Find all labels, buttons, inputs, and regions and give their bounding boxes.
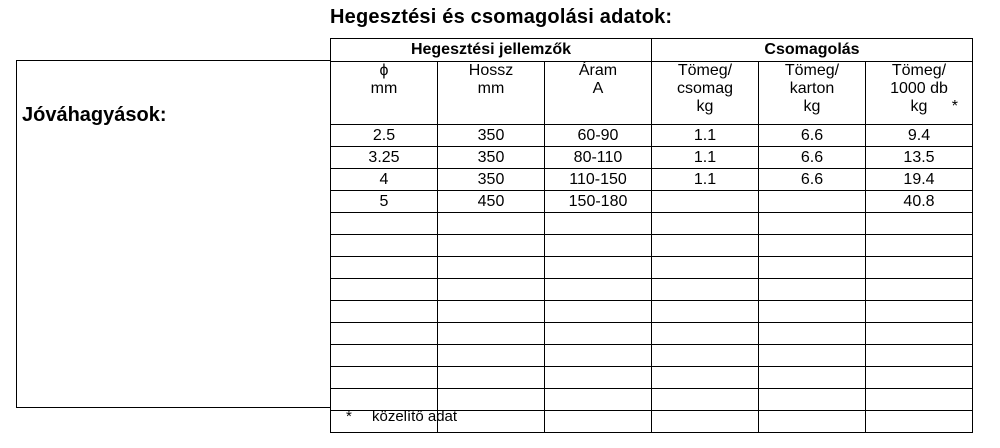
group-header-packaging: Csomagolás — [652, 39, 973, 62]
table-cell — [866, 213, 973, 235]
group-header-welding: Hegesztési jellemzők — [331, 39, 652, 62]
table-cell — [545, 345, 652, 367]
table-cell — [652, 235, 759, 257]
column-header — [545, 62, 652, 125]
table-cell — [438, 323, 545, 345]
table-cell — [545, 235, 652, 257]
column-header — [652, 62, 759, 125]
table-cell — [438, 345, 545, 367]
column-header-line: mm — [370, 80, 398, 97]
column-header-line: mm — [477, 80, 505, 97]
table-cell — [866, 257, 973, 279]
table-cell — [759, 235, 866, 257]
table-cell — [652, 389, 759, 411]
table-row — [331, 125, 973, 147]
table-cell: 350 — [438, 147, 545, 169]
asterisk-mark: * — [951, 98, 958, 115]
column-header-line: Áram — [578, 62, 618, 79]
table-cell: 40.8 — [866, 191, 973, 213]
table-cell — [759, 389, 866, 411]
table-cell — [331, 367, 438, 389]
table-cell — [866, 411, 973, 433]
column-header-line: ϕ — [379, 62, 389, 79]
column-header-line: 1000 db — [890, 80, 948, 97]
column-header-line: Tömeg/ — [677, 62, 733, 79]
table-row — [331, 257, 973, 279]
table-cell — [652, 323, 759, 345]
table-cell: 5 — [331, 191, 438, 213]
table-cell — [438, 279, 545, 301]
table-cell — [545, 301, 652, 323]
footnote — [346, 408, 457, 425]
table-row — [331, 345, 973, 367]
table-cell — [545, 279, 652, 301]
table-row — [331, 169, 973, 191]
table-cell — [759, 257, 866, 279]
column-header — [759, 62, 866, 125]
table-cell: 60-90 — [545, 125, 652, 147]
table-cell — [866, 389, 973, 411]
column-header — [438, 62, 545, 125]
table-cell: 2.5 — [331, 125, 438, 147]
table-cell — [652, 213, 759, 235]
table-row — [331, 279, 973, 301]
table-cell — [652, 367, 759, 389]
table-cell — [759, 279, 866, 301]
column-header-line: karton — [789, 80, 835, 97]
table-cell — [438, 257, 545, 279]
table-cell — [545, 323, 652, 345]
table-cell: 13.5 — [866, 147, 973, 169]
table-cell: 1.1 — [652, 147, 759, 169]
table-cell — [545, 213, 652, 235]
table-row — [331, 235, 973, 257]
table-cell — [545, 389, 652, 411]
column-header — [866, 62, 973, 125]
table-cell — [438, 367, 545, 389]
table-cell — [438, 235, 545, 257]
column-header-line: kg — [910, 98, 928, 115]
table-cell — [866, 301, 973, 323]
table-cell — [545, 367, 652, 389]
table-cell — [866, 235, 973, 257]
table-row — [331, 323, 973, 345]
table-cell — [331, 301, 438, 323]
column-header-line: kg — [696, 98, 714, 115]
table-cell — [545, 257, 652, 279]
column-header-line: Tömeg/ — [784, 62, 840, 79]
table-cell — [759, 345, 866, 367]
table-cell — [759, 301, 866, 323]
column-header-line: csomag — [676, 80, 734, 97]
section-title: Hegesztési és csomagolási adatok: — [330, 6, 673, 28]
column-header-line: Hossz — [468, 62, 514, 79]
table-cell: 19.4 — [866, 169, 973, 191]
table-cell — [331, 345, 438, 367]
approvals-label: Jóváhagyások: — [22, 104, 167, 126]
table-cell — [759, 191, 866, 213]
table-cell: 3.25 — [331, 147, 438, 169]
table-cell: 150-180 — [545, 191, 652, 213]
table-cell: 1.1 — [652, 169, 759, 191]
table-cell — [331, 323, 438, 345]
table-cell — [331, 257, 438, 279]
table-cell: 350 — [438, 169, 545, 191]
footnote-mark: * — [346, 408, 352, 425]
table-cell — [866, 279, 973, 301]
table-cell: 9.4 — [866, 125, 973, 147]
table-row — [331, 367, 973, 389]
table-cell — [759, 411, 866, 433]
table-cell: 350 — [438, 125, 545, 147]
table-cell: 6.6 — [759, 169, 866, 191]
column-header-row — [331, 62, 973, 125]
table-cell — [652, 411, 759, 433]
table-cell — [866, 367, 973, 389]
table-cell: 6.6 — [759, 125, 866, 147]
table-cell: 450 — [438, 191, 545, 213]
table-cell — [652, 301, 759, 323]
table-cell — [545, 411, 652, 433]
table-cell: 80-110 — [545, 147, 652, 169]
table-cell — [652, 257, 759, 279]
table-cell — [438, 213, 545, 235]
table-cell — [866, 345, 973, 367]
table-row — [331, 147, 973, 169]
data-table — [330, 38, 973, 433]
column-header-line: kg — [803, 98, 821, 115]
table-cell — [331, 213, 438, 235]
column-header-line: A — [592, 80, 604, 97]
table-cell: 6.6 — [759, 147, 866, 169]
table-cell — [652, 345, 759, 367]
table-cell — [759, 323, 866, 345]
table-cell: 4 — [331, 169, 438, 191]
table-cell — [759, 367, 866, 389]
table-cell — [652, 279, 759, 301]
table-body — [331, 125, 973, 433]
table-cell — [438, 301, 545, 323]
table-row — [331, 213, 973, 235]
table-cell — [759, 213, 866, 235]
table-row — [331, 301, 973, 323]
table-cell — [331, 279, 438, 301]
footnote-text: közelítő adat — [372, 408, 458, 425]
table-cell — [331, 235, 438, 257]
table-row — [331, 191, 973, 213]
table-cell — [652, 191, 759, 213]
column-header-line: Tömeg/ — [891, 62, 947, 79]
table-cell: 1.1 — [652, 125, 759, 147]
column-header — [331, 62, 438, 125]
table-cell: 110-150 — [545, 169, 652, 191]
table-cell — [866, 323, 973, 345]
